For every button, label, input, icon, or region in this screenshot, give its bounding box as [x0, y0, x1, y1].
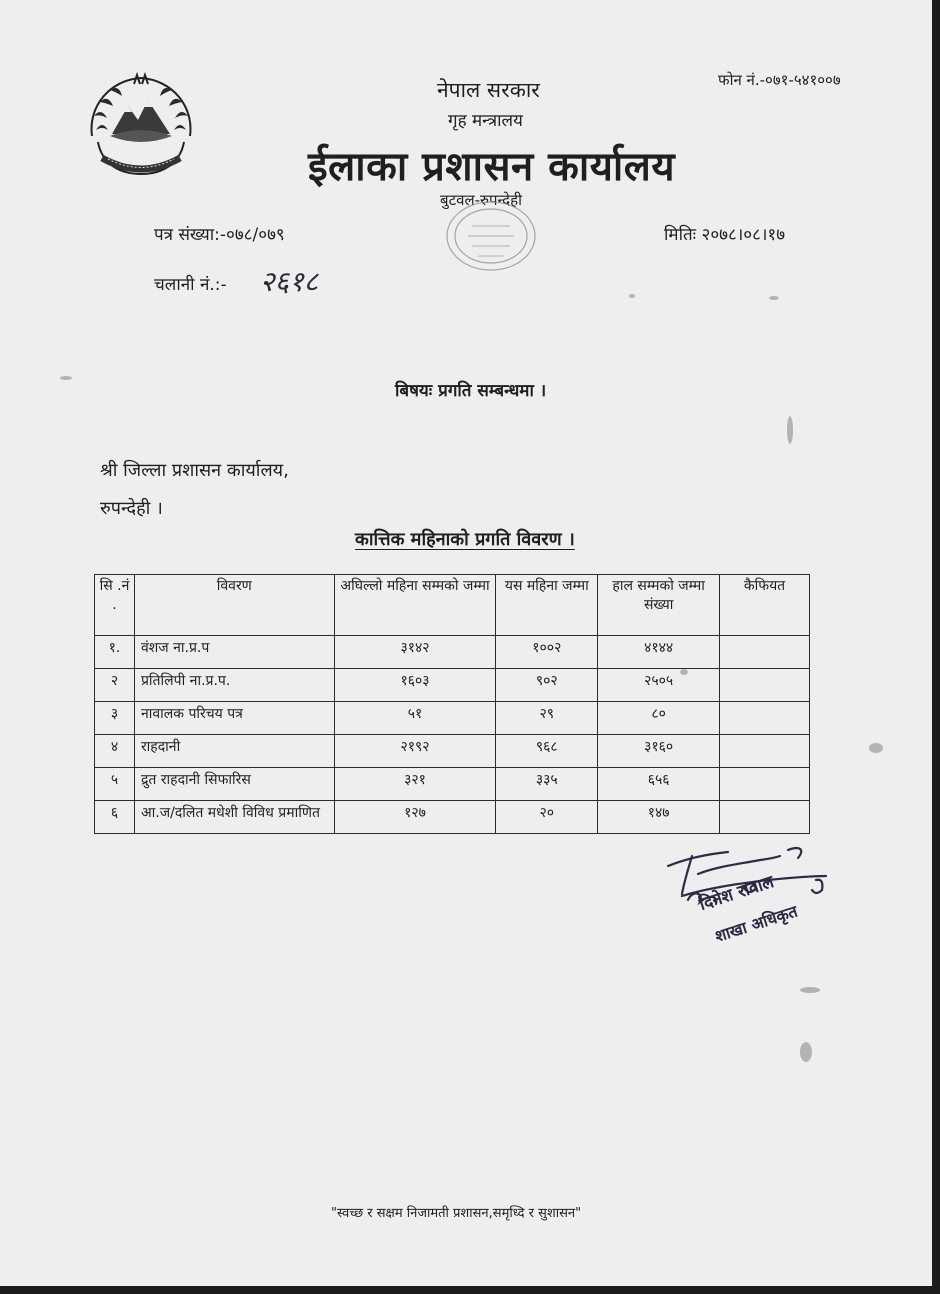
- cell-sn: ५: [95, 768, 135, 801]
- office-name: ईलाका प्रशासन कार्यालय: [308, 144, 676, 190]
- table-row: [95, 768, 810, 801]
- cell-remarks: [720, 768, 810, 801]
- cell-remarks: [720, 636, 810, 669]
- cell-sn: १.: [95, 636, 135, 669]
- table-title: कात्तिक महिनाको प्रगति विवरण ।: [355, 529, 575, 550]
- cell-remarks: [720, 702, 810, 735]
- addressee-line-1: श्री जिल्ला प्रशासन कार्यालय,: [100, 460, 289, 481]
- cell-remarks: [720, 801, 810, 834]
- cell-remarks: [720, 735, 810, 768]
- office-location: बुटवल-रुपन्देही: [440, 191, 522, 209]
- cell-previous: ३१४२: [334, 636, 496, 669]
- header-this-month: यस महिना जम्मा: [496, 575, 598, 636]
- letter-subject: बिषयः प्रगति सम्बन्धमा ।: [395, 381, 547, 401]
- header-total: हाल सम्मको जम्मा संख्या: [598, 575, 720, 636]
- footer-motto: "स्वच्छ र सक्षम निजामती प्रशासन,समृध्दि र सुशासन": [331, 1206, 582, 1221]
- progress-table: [94, 574, 810, 834]
- cell-total: २५०५: [598, 669, 720, 702]
- header-sn: सि .नं .: [95, 575, 135, 636]
- ministry-name: गृह मन्त्रालय: [448, 111, 523, 131]
- cell-previous: १६०३: [334, 669, 496, 702]
- table-row: [95, 735, 810, 768]
- cell-total: ८०: [598, 702, 720, 735]
- signer-title: शाखा अधिकृत: [712, 901, 800, 946]
- cell-description: प्रतिलिपी ना.प्र.प.: [134, 669, 334, 702]
- handwritten-signature-icon: [648, 836, 844, 986]
- cell-this-month: ९०२: [496, 669, 598, 702]
- cell-total: ६५६: [598, 768, 720, 801]
- cell-remarks: [720, 669, 810, 702]
- header-remarks: कैफियत: [720, 575, 810, 636]
- nepal-emblem-icon: [80, 66, 202, 182]
- cell-previous: १२७: [334, 801, 496, 834]
- table-header-row: [95, 575, 810, 636]
- cell-this-month: ९६८: [496, 735, 598, 768]
- letter-date: मितिः २०७८।०८।१७: [664, 225, 786, 245]
- reference-number: पत्र संख्या:-०७८/०७९: [154, 225, 285, 245]
- cell-description: राहदानी: [134, 735, 334, 768]
- cell-previous: ३२१: [334, 768, 496, 801]
- table-row: [95, 669, 810, 702]
- cell-total: ४१४४: [598, 636, 720, 669]
- cell-total: १४७: [598, 801, 720, 834]
- office-stamp-icon: [438, 196, 544, 274]
- dispatch-number: २६१८: [260, 265, 319, 298]
- cell-this-month: २०: [496, 801, 598, 834]
- cell-previous: ५१: [334, 702, 496, 735]
- cell-sn: २: [95, 669, 135, 702]
- cell-this-month: ३३५: [496, 768, 598, 801]
- phone-number: फोन नं.-०७१-५४१००७: [718, 71, 841, 89]
- dispatch-label: चलानी नं.:-: [154, 275, 227, 295]
- addressee-line-2: रुपन्देही ।: [100, 498, 163, 519]
- table-row: [95, 636, 810, 669]
- cell-this-month: २९: [496, 702, 598, 735]
- cell-previous: २१९२: [334, 735, 496, 768]
- cell-description: द्रुत राहदानी सिफारिस: [134, 768, 334, 801]
- cell-total: ३१६०: [598, 735, 720, 768]
- header-description: विवरण: [134, 575, 334, 636]
- cell-description: नावालक परिचय पत्र: [134, 702, 334, 735]
- cell-this-month: १००२: [496, 636, 598, 669]
- government-name: नेपाल सरकार: [437, 78, 540, 102]
- table-row: [95, 702, 810, 735]
- table-row: [95, 801, 810, 834]
- cell-sn: ३: [95, 702, 135, 735]
- cell-description: वंशज ना.प्र.प: [134, 636, 334, 669]
- header-previous: अघिल्लो महिना सम्मको जम्मा: [334, 575, 496, 636]
- cell-description: आ.ज/दलित मधेशी विविध प्रमाणित: [134, 801, 334, 834]
- cell-sn: ६: [95, 801, 135, 834]
- signer-name: दिनेश रावाल: [696, 872, 777, 915]
- cell-sn: ४: [95, 735, 135, 768]
